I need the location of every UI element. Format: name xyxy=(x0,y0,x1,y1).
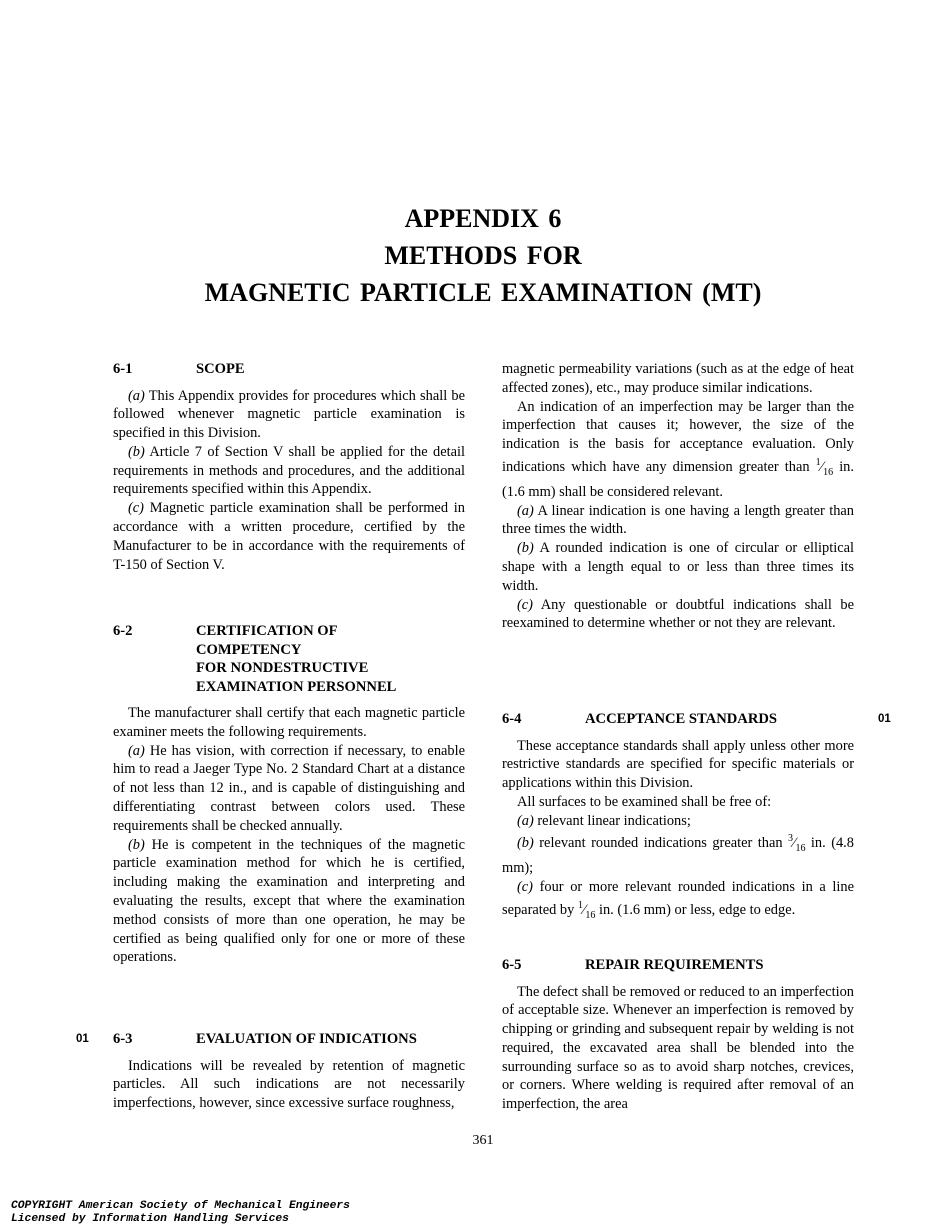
item-text: Any questionable or doubtful indications shall be reexamined to determine whether or not they are relevant. xyxy=(502,596,855,632)
item-label: (b) xyxy=(128,443,145,460)
section-title: EVALUATION OF INDICATIONS xyxy=(196,1031,417,1047)
page-number: 361 xyxy=(472,1133,494,1148)
item-text: relevant linear indications; xyxy=(537,812,691,829)
item-label: (a) xyxy=(517,812,534,829)
section-6-4 xyxy=(502,710,891,926)
item-label: (a) xyxy=(517,502,534,519)
item-text: This Appendix provides for procedures which shall be followed whenever magnetic particle examination is specified in this Division. xyxy=(113,387,465,442)
item-label: (c) xyxy=(517,596,533,613)
section-6-2 xyxy=(113,622,465,967)
item-text-end: in. (4.8 mm); xyxy=(502,835,854,877)
paragraph-text-end: in. (1.6 mm) shall be considered relevant. xyxy=(502,458,854,500)
item-label: (b) xyxy=(517,835,534,852)
section-heading xyxy=(76,1030,465,1049)
fraction-numerator: 1 xyxy=(577,899,583,911)
paragraph-b xyxy=(502,539,854,595)
revision-marker: 01 xyxy=(878,713,891,725)
paragraph-continued: magnetic permeability variations (such as at the edge of heat affected zones), etc., may produce similar indications. xyxy=(502,361,854,396)
fraction: $^3⁄_{16}$ xyxy=(788,833,806,855)
section-title: ACCEPTANCE STANDARDS xyxy=(585,711,778,727)
item-text: relevant rounded indications greater than xyxy=(539,835,783,852)
item-text: Magnetic particle examination shall be performed in accordance with a written procedure, certified by the Manufacturer to be in accordance with the requirements of T-150 of Section V. xyxy=(113,500,465,573)
revision-marker: 01 xyxy=(76,1033,89,1045)
fraction-denominator: 16 xyxy=(823,466,834,478)
section-number: 6-1 xyxy=(113,361,133,377)
section-heading xyxy=(113,360,465,379)
paragraph-b xyxy=(113,836,465,968)
fraction-numerator: 1 xyxy=(815,456,821,468)
section-title: SCOPE xyxy=(196,361,245,377)
section-number: 6-5 xyxy=(502,957,522,973)
footer-line-2: Licensed by Information Handling Services xyxy=(11,1213,289,1225)
paragraph-a xyxy=(502,812,854,831)
fraction-denominator: 16 xyxy=(795,843,806,855)
paragraph-2 xyxy=(502,398,854,502)
paragraph-1: Indications will be revealed by retention of magnetic particles. All such indications are not necessarily imperfections, however, since excessive surface roughness, xyxy=(113,1057,465,1112)
paragraph-intro: The manufacturer shall certify that each magnetic particle examiner meets the following requirements. xyxy=(113,705,465,740)
title-line-1: APPENDIX 6 xyxy=(404,204,562,233)
section-title-line: FOR NONDESTRUCTIVE xyxy=(196,660,369,676)
paragraph-a xyxy=(113,742,465,836)
item-label: (b) xyxy=(128,836,145,853)
paragraph-b xyxy=(113,443,465,499)
paragraph-1: The defect shall be removed or reduced to an imperfection of acceptable size. Whenever an imperfection is removed by chipping or grinding and subsequent repair by welding is not required, the excavated area shall be blended into the surrounding surface so as to avoid sharp notches, crevices, or corners. Where welding is required after removal of an imperfection, the area xyxy=(502,983,854,1113)
item-text: Article 7 of Section V shall be applied for the detail requirements in methods and procedures, and the additional requirements specified within this Appendix. xyxy=(113,443,465,498)
section-title: REPAIR REQUIREMENTS xyxy=(585,957,764,973)
appendix-title xyxy=(0,200,950,311)
item-label: (c) xyxy=(128,500,144,517)
item-text: four or more relevant rounded indications in a line separated by xyxy=(502,879,854,918)
fraction: $^1⁄_{16}$ xyxy=(815,456,834,478)
section-6-3 xyxy=(76,1030,465,1113)
paragraph-2: All surfaces to be examined shall be free of: xyxy=(517,793,772,810)
item-text-end: in. (1.6 mm) or less, edge to edge. xyxy=(598,901,796,918)
section-heading xyxy=(502,956,854,975)
section-6-1 xyxy=(113,360,465,574)
item-text: A linear indication is one having a length greater than three times the width. xyxy=(502,502,854,538)
paragraph-c xyxy=(113,499,465,574)
paragraph-1: These acceptance standards shall apply unless other more restrictive standards are specified for specific materials or applications within this Division. xyxy=(502,737,854,792)
paragraph-b xyxy=(502,830,854,878)
section-title xyxy=(196,622,465,696)
title-line-2: METHODS FOR xyxy=(384,241,582,270)
paragraph-c xyxy=(502,878,854,926)
fraction-numerator: 3 xyxy=(788,833,794,845)
section-number: 6-3 xyxy=(113,1031,133,1047)
item-label: (c) xyxy=(517,879,533,896)
paragraph-a xyxy=(113,387,465,443)
paragraph-a xyxy=(502,502,854,540)
fraction: $^1⁄_{16}$ xyxy=(577,899,596,921)
title-line-3: MAGNETIC PARTICLE EXAMINATION (MT) xyxy=(204,278,762,307)
item-label: (a) xyxy=(128,742,145,759)
paragraph-c xyxy=(502,596,854,634)
paragraph-text: An indication of an imperfection may be larger than the imperfection that causes it; however, the size of the indication is the basis for acceptance evaluation. Only indications which have any dimension greater than xyxy=(502,398,854,475)
section-heading xyxy=(113,622,465,696)
section-title-line: CERTIFICATION OF xyxy=(196,623,338,639)
item-text: A rounded indication is one of circular or elliptical shape with a length equal to or less than three times its width. xyxy=(502,540,854,594)
section-number: 6-2 xyxy=(113,623,133,639)
item-label: (b) xyxy=(517,540,534,557)
section-6-5 xyxy=(502,956,854,1114)
item-text: He is competent in the techniques of the magnetic particle examination method for which he is certified, including making the examination and interpreting and evaluating the results, except that where the examination method consists of more than one operation, he may be certified as being qualified only for one or more of these operations. xyxy=(113,836,465,966)
section-title-line: EXAMINATION PERSONNEL xyxy=(196,678,397,695)
footer-line-1: COPYRIGHT American Society of Mechanical Engineers xyxy=(11,1200,350,1212)
section-heading xyxy=(502,710,891,729)
item-label: (a) xyxy=(128,387,145,404)
section-number: 6-4 xyxy=(502,711,522,727)
fraction-denominator: 16 xyxy=(585,909,596,921)
section-6-3-continued xyxy=(502,360,854,633)
copyright-footer xyxy=(11,1200,350,1226)
item-text: He has vision, with correction if necessary, to enable him to read a Jaeger Type No. 2 Standard Chart at a distance of not less than 12 in., and is capable of distinguishing and differentiating contrast between colors used. These requirements shall be checked annually. xyxy=(113,742,465,834)
section-title-line: COMPETENCY xyxy=(196,641,302,658)
